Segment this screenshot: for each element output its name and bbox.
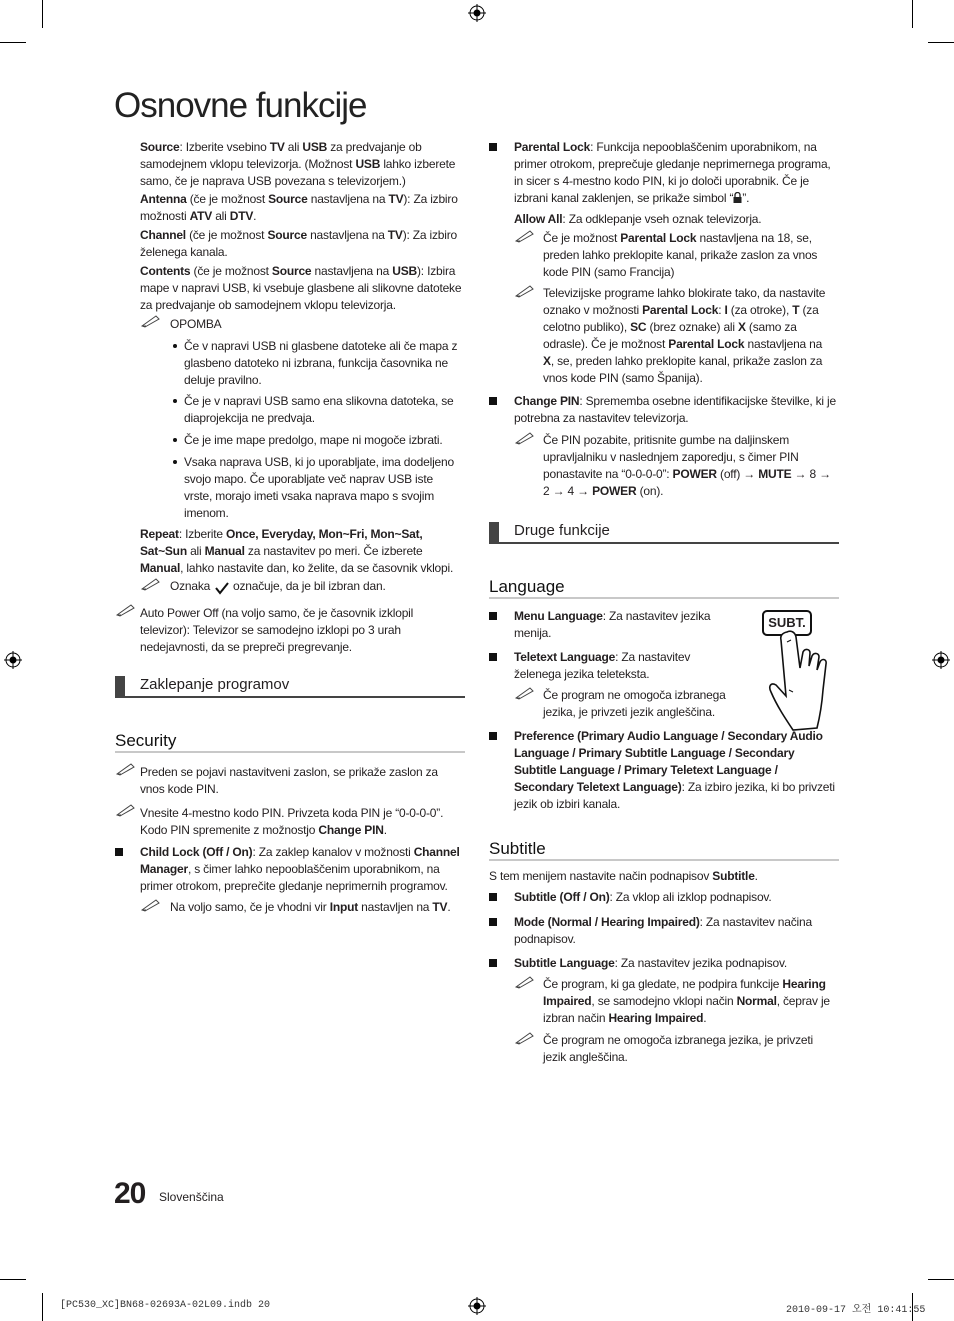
subtitle-onoff-item: Subtitle (Off / On): Za vklop ali izklop podnapisov. <box>514 890 772 904</box>
note-pencil-icon <box>140 898 162 912</box>
crop-mark <box>928 1279 954 1280</box>
bullet-square <box>489 959 497 967</box>
note-bullet: Če je ime mape predolgo, mape ni mogoče izbrati. <box>184 433 443 447</box>
hand-pointer-icon <box>765 628 840 733</box>
note-label: OPOMBA <box>170 317 222 331</box>
bullet-square <box>115 848 123 856</box>
contents-paragraph: Contents (če je možnost Source nastavljena na USB): Izbira mape v napravi USB, ki vsebuje glasbene ali slikovne datoteke za predvajanje ob samodejnem vklopu televizorja. <box>140 264 462 312</box>
allow-all-paragraph: Allow All: Za odklepanje vseh oznak televizorja. <box>514 212 762 226</box>
registration-mark-icon <box>932 651 950 669</box>
print-file-info: [PC530_XC]BN68-02693A-02L09.indb 20 <box>60 1300 271 1311</box>
bullet-dot <box>173 344 177 348</box>
subtitle-mode-item: Mode (Normal / Hearing Impaired): Za nastavitev načina podnapisov. <box>514 915 812 946</box>
note-pencil-icon <box>514 1031 536 1045</box>
bullet-square <box>489 397 497 405</box>
bullet-square <box>489 653 497 661</box>
oznaka-label: Oznaka <box>170 579 211 593</box>
check-mark-icon <box>214 581 230 595</box>
note-pencil-icon <box>514 229 536 243</box>
crop-mark <box>928 42 954 43</box>
bullet-square <box>489 918 497 926</box>
note-pencil-icon <box>115 762 137 776</box>
antenna-paragraph: Antenna (če je možnost Source nastavljena na TV): Za izbiro možnosti ATV ali DTV. <box>140 192 458 223</box>
bullet-square <box>489 612 497 620</box>
menu-language-item: Menu Language: Za nastavitev jezika menija. <box>514 609 711 640</box>
repeat-paragraph: Repeat: Izberite Once, Everyday, Mon~Fri, Mon~Sat, Sat~Sun ali Manual za nastavitev po meri. Če izberete Manual, lahko nastavite dan, ko želite, da se časovnik vklopi. <box>140 527 454 575</box>
note-pencil-icon <box>514 284 536 298</box>
subtitle-language-item: Subtitle Language: Za nastavitev jezika podnapisov. <box>514 956 788 970</box>
page-language: Slovenščina <box>159 1190 224 1204</box>
note-pencil-icon <box>115 803 137 817</box>
crop-mark <box>0 1279 26 1280</box>
source-paragraph: Source: Izberite vsebino TV ali USB za predvajanje ob samodejnem vklopu televizorja. (Možnost USB lahko izberete samo, če je naprava USB povezana s televizorjem.) <box>140 140 456 188</box>
registration-mark-icon <box>468 4 486 22</box>
oznaka-text: označuje, da je bil izbran dan. <box>233 579 386 593</box>
child-lock-item: Child Lock (Off / On): Za zaklep kanalov v možnosti Channel Manager, s čimer lahko nepooblaščenim uporabnikom, na primer otrokom, preprečite gledanje neprimernih programov. <box>140 845 460 893</box>
teletext-language-item: Teletext Language: Za nastavitev želenega jezika teleteksta. <box>514 650 691 681</box>
teletext-note: Če program ne omogoča izbranega jezika, je privzeti jezik angleščina. <box>543 688 726 719</box>
subheading-marker <box>115 676 125 696</box>
bullet-square <box>489 143 497 151</box>
parental-lock-item: Parental Lock: Funkcija nepooblaščenim uporabnikom, na primer otrokom, preprečuje gledanje neprimernega programa, in sicer s 4-mestno kodo PIN, ki jo določi uporabnik. Če je izbrani kanal zaklenjen, se prikaže simbol “ ”. <box>514 140 831 205</box>
bullet-dot <box>173 438 177 442</box>
section-title-security: Security <box>115 731 177 750</box>
pin-reset-note: Če PIN pozabite, pritisnite gumbe na daljinskem upravljalniku v naslednjem zaporedju, s čimer PIN ponastavite na “0-0-0-0”: POWER (off) → MUTE → 8 → 2 → 4 → POWER (on). <box>543 433 831 498</box>
bullet-dot <box>173 399 177 403</box>
note-bullet: Vsaka naprava USB, ki jo uporabljate, ima dodeljeno svojo mapo. Če uporabljate več naprav USB iste vrste, morajo imeti vsaka naprava mapo s svojim imenom. <box>184 455 454 520</box>
section-title-language: Language <box>489 577 565 596</box>
lock-icon <box>733 192 742 203</box>
note-bullet: Če je v napravi USB samo ena slikovna datoteka, se diaprojekcija ne predvaja. <box>184 394 454 425</box>
divider <box>115 696 465 698</box>
note-pencil-icon <box>514 431 536 445</box>
page-number: 20 <box>114 1177 146 1210</box>
subtitle-language-note: Če program, ki ga gledate, ne podpira funkcije Hearing Impaired, se samodejno vklopi način Normal, čeprav je izbran način Hearing Impaired. <box>543 977 830 1025</box>
crop-mark <box>0 42 26 43</box>
parental-note: Če je možnost Parental Lock nastavljena na 18, se, preden lahko preklopite kanal, prikaže zaslon za vnos kode PIN (samo Francija) <box>543 231 818 279</box>
subheading-marker <box>489 522 499 542</box>
subtitle-intro: S tem menijem nastavite način podnapisov Subtitle. <box>489 869 758 883</box>
preference-item: Preference (Primary Audio Language / Secondary Audio Language / Primary Subtitle Language / Secondary Subtitle Language / Primary Teletext Language / Secondary Teletext Language): Za izbiro jezika, ki bo privzeti jezik ob izbiri kanala. <box>514 729 835 811</box>
bullet-square <box>489 732 497 740</box>
note-bullet: Če v napravi USB ni glasbene datoteke ali če mapa z glasbeno datoteko ni izbrana, funkcija časovnika ne deluje pravilno. <box>184 339 458 387</box>
security-note: Preden se pojavi nastavitveni zaslon, se prikaže zaslon za vnos kode PIN. <box>140 765 438 796</box>
note-pencil-icon <box>140 577 162 591</box>
note-pencil-icon <box>140 314 162 328</box>
subheading-zaklepanje: Zaklepanje programov <box>140 676 290 693</box>
subt-button-illustration: SUBT. <box>762 610 812 636</box>
registration-mark-icon <box>468 1297 486 1315</box>
crop-mark <box>42 0 43 28</box>
subtitle-language-note: Če program ne omogoča izbranega jezika, je privzeti jezik angleščina. <box>543 1033 813 1064</box>
divider <box>489 859 839 861</box>
child-lock-note: Na voljo samo, če je vhodni vir Input nastavljen na TV. <box>170 900 451 914</box>
bullet-square <box>489 893 497 901</box>
bullet-dot <box>173 460 177 464</box>
crop-mark <box>912 0 913 28</box>
print-date-info: 2010-09-17 오전 10:41:55 <box>786 1305 926 1316</box>
subheading-druge: Druge funkcije <box>514 522 610 539</box>
security-note: Vnesite 4-mestno kodo PIN. Privzeta koda PIN je “0-0-0-0”. Kodo PIN spremenite z možnostjo Change PIN. <box>140 806 444 837</box>
divider <box>489 597 839 599</box>
change-pin-item: Change PIN: Sprememba osebne identifikacijske številke, ki je potrebna za nastavitev televizorja. <box>514 394 836 425</box>
channel-paragraph: Channel (če je možnost Source nastavljena na TV): Za izbiro želenega kanala. <box>140 228 458 259</box>
note-pencil-icon <box>514 975 536 989</box>
auto-power-note: Auto Power Off (na voljo samo, če je časovnik izklopil televizor): Televizor se samodejno izklopi po 3 urah nedejavnosti, da se prepreči pregrevanje. <box>140 606 414 654</box>
divider <box>115 751 465 753</box>
note-pencil-icon <box>115 603 137 617</box>
crop-mark <box>42 1293 43 1321</box>
note-pencil-icon <box>514 686 536 700</box>
parental-note: Televizijske programe lahko blokirate tako, da nastavite oznako v možnosti Parental Lock: I (za otroke), T (za celotno publiko), SC (brez oznake) ali X (samo za odrasle). Če je možnost Parental Lock nastavljena na X, se, preden lahko preklopite kanal, prikaže zaslon za vnos kode PIN (samo Španija). <box>543 286 826 385</box>
registration-mark-icon <box>4 651 22 669</box>
divider <box>489 542 839 544</box>
section-title-subtitle: Subtitle <box>489 839 546 858</box>
page-title: Osnovne funkcije <box>114 86 367 125</box>
